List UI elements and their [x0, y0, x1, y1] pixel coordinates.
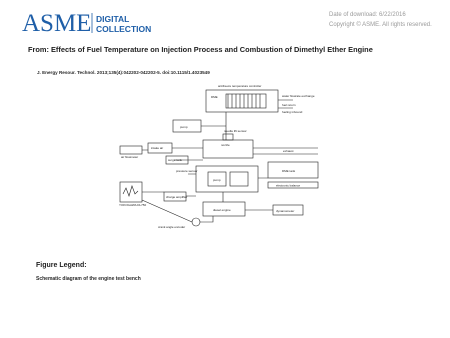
- label-pressure-sensor: pressure sensor: [176, 169, 198, 173]
- label-dme-supply: DME: [211, 95, 218, 99]
- label-fuel-return: fuel return: [282, 103, 296, 107]
- label-dynamometer: dynamometer: [276, 209, 295, 213]
- air-flowmeter-box: [120, 146, 142, 154]
- logo-sub-line2: COLLECTION: [96, 24, 152, 34]
- label-scope: YOKOGAWA DL750: [119, 203, 147, 207]
- logo-text: ASME: [22, 10, 92, 35]
- figure-legend-text: Schematic diagram of the engine test bench: [36, 276, 141, 282]
- engine-block-box: [196, 166, 258, 192]
- label-charge-amp: charge amplifier: [166, 195, 188, 199]
- label-nozzle: nozzle: [221, 143, 230, 147]
- oscilloscope-box: [120, 182, 142, 202]
- label-water-flow: water flowrate exchange: [282, 94, 315, 98]
- label-air-flowmeter: air flowmeter: [121, 155, 139, 159]
- label-intake-air: intake air: [151, 146, 164, 150]
- download-date: Date of download: 6/22/2016: [329, 12, 406, 18]
- logo-sub-line1: DIGITAL: [96, 14, 130, 24]
- article-citation: J. Energy Resour. Technol. 2013;135(4):042202-042202-5. doi:10.1115/1.4023549: [37, 70, 210, 75]
- label-pump-lower: pump: [213, 178, 221, 182]
- engine-test-bench-schematic: [118, 82, 323, 233]
- article-title: From: Effects of Fuel Temperature on Injection Process and Combustion of Dimethyl Ether Engine: [28, 45, 373, 54]
- label-dme-tank: DME tank: [282, 169, 296, 173]
- crank-encoder-symbol: [192, 218, 200, 226]
- label-balance: electronic balance: [276, 183, 301, 188]
- label-controller: antifreeze temperature controller: [218, 84, 262, 88]
- copyright-notice: Copyright © ASME. All rights reserved.: [329, 22, 432, 28]
- label-crank-encoder: crank angle encoder: [158, 225, 186, 229]
- label-diesel-engine: diesel engine: [213, 208, 231, 212]
- label-needle-lift: needle lift sensor: [224, 129, 247, 133]
- figure-legend-heading: Figure Legend:: [36, 262, 87, 269]
- label-exhaust: exhaust: [283, 149, 294, 153]
- label-surge-tank: surge tank: [168, 158, 183, 162]
- label-fueling-inbound: fueling inbound: [282, 110, 303, 114]
- controller-box: [206, 90, 278, 112]
- label-pump: pump: [180, 125, 188, 129]
- asme-digital-collection-logo: [22, 9, 162, 35]
